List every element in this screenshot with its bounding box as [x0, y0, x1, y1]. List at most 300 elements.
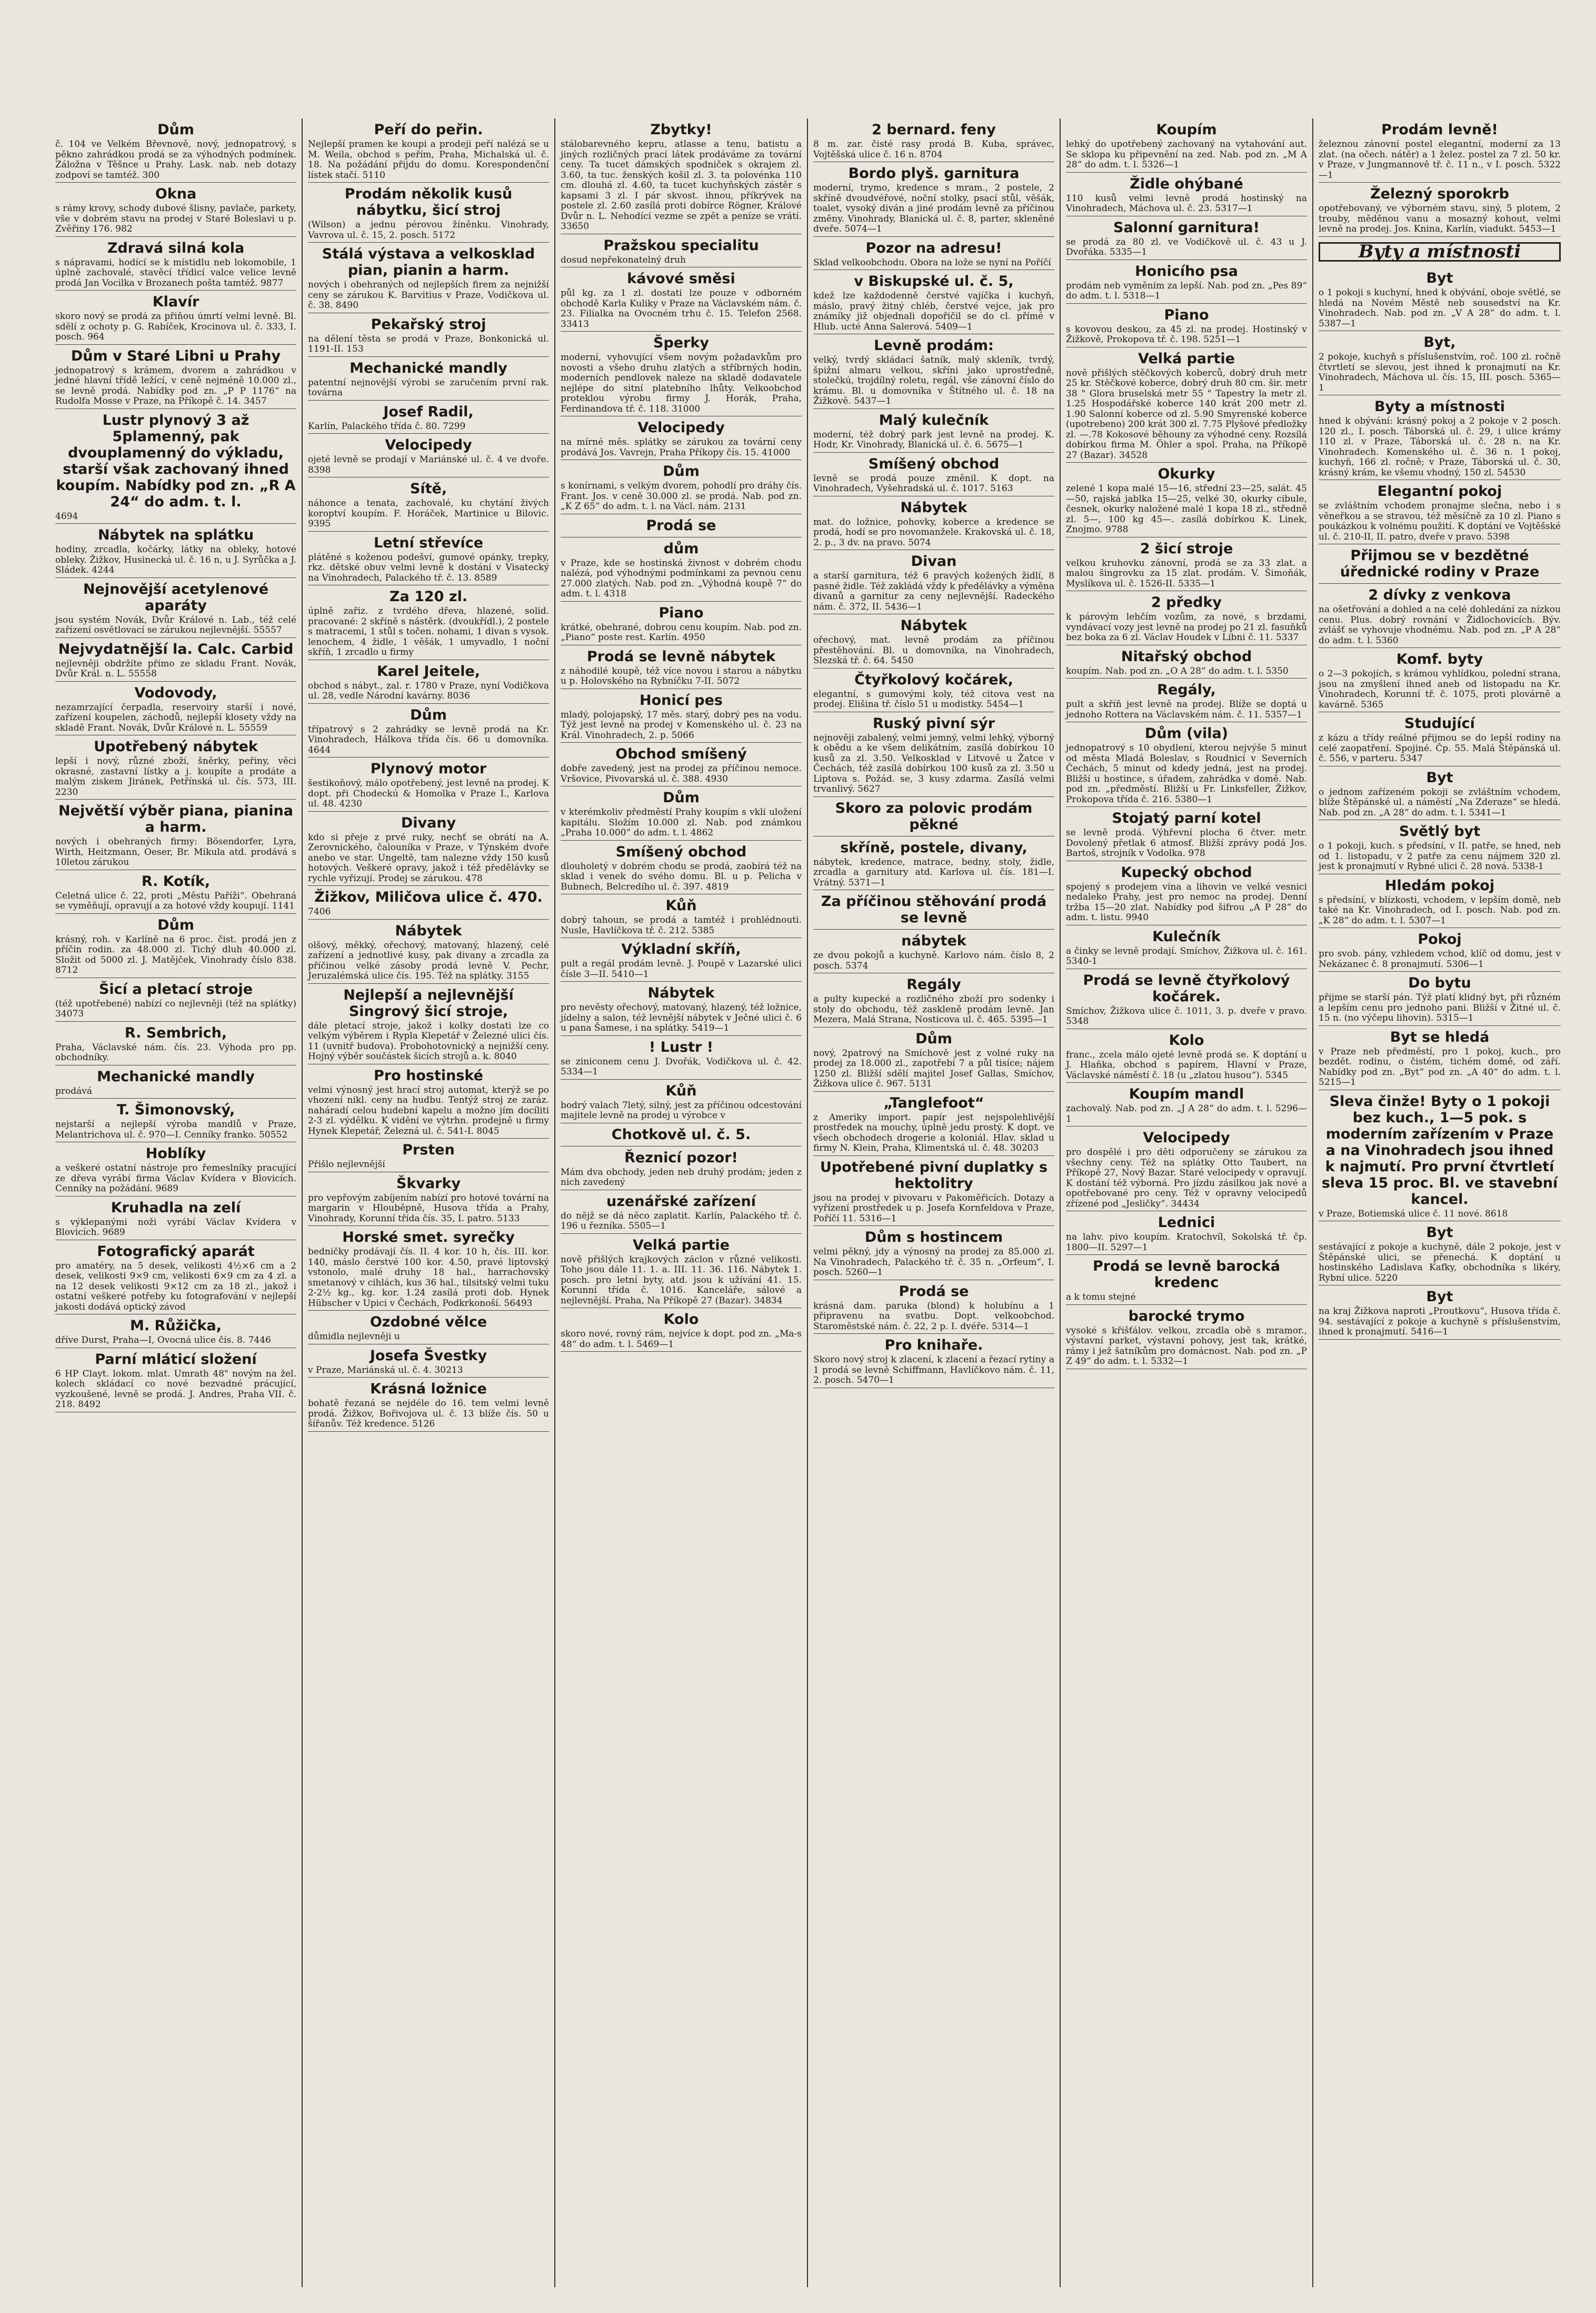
- ad-heading: Dům v Staré Libni u Prahy: [71, 347, 281, 364]
- ad-body: [561, 1057, 802, 1078]
- ad-body: [55, 366, 296, 407]
- classified-ad: [308, 812, 549, 886]
- column-2: [303, 118, 555, 2287]
- classified-ad: [561, 938, 802, 982]
- ad-text: v Praze neb předměstí, pro 1 pokoj, kuch., pro bezdět. rodinu, o čistém, tichém domě, od září. Nabídky pod zn. „Byt“ pod zn. „A 40“ do adm. t. l. 5215—1: [1319, 1046, 1561, 1088]
- classified-ad: [308, 183, 549, 243]
- ad-text: velký, tvrdý skládací šatník, malý skleník, tvrdý, špižní almaru velkou, skříni jako uprostředně, stolečkú, trojdílný roletu, regál, vše zánovní číslo do krámu. Bl. u domovníka v Štítného ul. č. 18 na Žižkově. 5437—1: [813, 355, 1054, 406]
- ad-body: [813, 690, 1054, 710]
- classified-ad: [1319, 480, 1561, 544]
- ad-body: [1319, 139, 1561, 181]
- ad-heading: Karel Jeitele,: [376, 663, 481, 680]
- ad-text: a k tomu stejné: [1066, 1292, 1136, 1302]
- ad-heading: Prodá se levně barocká kredenc: [1092, 1258, 1281, 1291]
- classified-ad: [1066, 537, 1307, 592]
- ad-heading: Žižkov, Miličova ulice č. 470.: [314, 889, 543, 905]
- ad-heading: Elegantní pokoj: [1377, 483, 1502, 500]
- ad-heading: Honicí pes: [640, 692, 723, 709]
- ad-text: Nejlepší pramen ke koupi a prodeji peří nalézá se u M. Weila, obchod s peřím, Praha, Michalská ul. č. 18. Na požádání přijdu do domu. Korespondenční lístek stačí. 5110: [308, 139, 549, 181]
- classified-ad: [813, 614, 1054, 669]
- ad-heading: Koupím mandl: [1129, 1086, 1244, 1102]
- classified-ad: [308, 660, 549, 704]
- classified-ad: [813, 237, 1054, 271]
- ad-text: ořechový, mat. levně prodám za příčinou přestěhování. Bl. u domovníka, na Vinohradech, Slezská tř. č. 64. 5450: [813, 635, 1054, 666]
- classified-ad: [1319, 712, 1561, 766]
- ad-heading: Nejlepší a nejlevnější Singrový šicí stroje,: [343, 986, 514, 1020]
- ad-body: [1066, 1148, 1307, 1209]
- ad-body: [561, 710, 802, 741]
- classified-ad: [308, 704, 549, 758]
- classified-ad: [55, 682, 296, 736]
- classified-ad: [813, 890, 1054, 930]
- ad-text: úplně zařiz. z tvrdého dřeva, hlazené, solid. pracované: 2 skříně s nástěrk. (dvoukřídl.), 2 postele s matracemi, 1 stůl s točen. nohami, 1 divan s vysok. lenochem, 4 židle, 1 věšák, 1 umyvadlo, 1 noční skříň, 1 zrcadlo u firmy: [308, 606, 549, 657]
- ad-heading: Kůň: [665, 898, 697, 914]
- ad-body: [561, 764, 802, 784]
- column-5: [1061, 118, 1313, 2287]
- ad-text: na lahv. pivo koupím. Kratochvíl, Sokolská tř. čp. 1800—II. 5297—1: [1066, 1232, 1307, 1253]
- ad-heading: Regály: [906, 976, 961, 993]
- ad-text: stálobarevného kepru, atlasse a tenu, batistu a jiných rozličných prací látek prodáváme za tovární ceny. Ta tucet dámských spodniček s okrajem zl. 3.60, ta tuc. ženských košil zl. 3. ta polovénka 110 cm. dlouhá zl. 4.60, ta tucet kuchyňských zástěr s kapsami 3 zl. I pár skvost. ihnou, příkrývek na postele zl. 2.60 zasílá proti dobírce Rögner, Králové Dvůr n. L. Nehodící vezme se zpět a peníze se vrátí. 33650: [561, 139, 802, 232]
- classified-ad: [55, 1197, 296, 1240]
- classified-ad: [308, 1344, 549, 1378]
- classified-ad: [1319, 1221, 1561, 1285]
- ad-text: nejnověji zabalený, velmi jemný, velmi lehký, výborný k obědu a ke všem delikátním, zasílá dobírkou 10 kusů za zl. 3.50. Velkosklad v Litvově u Žatce v Čechách, též zasílá dobírkou 100 kusů za zl. 3.50 u Liptova s. Požád. se, 3 kusy zdarma. Zasílá velmi trvanlivý. 5627: [813, 732, 1054, 794]
- ad-body: [1319, 352, 1561, 393]
- ad-body: [308, 1247, 549, 1309]
- ad-text: z Ameriky import. papír jest nejspolehlivější prostředek na mouchy, úplně jedu prostý. K dopt. ve všech obchodech drogerie a koloniál. Hlav. sklad u firmy N. Klein, Praha, Klimentská ul. č. 48. 30203: [813, 1112, 1054, 1153]
- classified-ad: [1319, 118, 1561, 183]
- ad-heading: skříně, postele, divany,: [840, 839, 1028, 856]
- ad-body: [561, 623, 802, 643]
- ad-body: [1319, 288, 1561, 329]
- ad-text: Smíchov, Žižkova ulice č. 1011, 3. p. dveře v pravo. 5348: [1066, 1005, 1307, 1026]
- ad-body: [1319, 1047, 1561, 1088]
- ad-heading: Kulečník: [1152, 928, 1221, 945]
- classified-ad: [561, 118, 802, 234]
- ad-body: [308, 941, 549, 982]
- ad-body: [813, 139, 1054, 160]
- ad-text: dlouholetý v dobrém chodu se prodá, zaobírá též na sklad i venek do svého domu. Bl. u p. Pelicha v Bubnech, Belcredího ul. č. 397. 4819: [561, 861, 802, 892]
- ad-heading: Přijmou se v bezdětné úřednické rodiny v Praze: [1340, 547, 1540, 580]
- ad-body: [561, 1329, 802, 1350]
- classified-ad: [813, 409, 1054, 453]
- ad-body: [1066, 325, 1307, 345]
- ad-heading: Lustr plynový 3 až 5plamenný, pak dvouplamenný do výkladu, starší však zachovaný ihned koupím. Nabídky pod zn. „R A 24“ do adm. t. l.: [56, 412, 296, 510]
- ad-heading: Honicího psa: [1135, 263, 1238, 280]
- ad-body: [813, 1113, 1054, 1154]
- ad-text: a veškeré ostatní nástroje pro řemeslníky pracující ze dřeva vyrábí firma Václav Kvídera v Blovicích. Cenníky na požádání. 9689: [55, 1163, 296, 1194]
- classified-ad: [308, 886, 549, 920]
- classified-ad: [1066, 645, 1307, 679]
- ad-text: se ziniconem cenu J. Dvořák, Vodičkova ul. č. 42. 5334—1: [561, 1056, 802, 1077]
- ad-body: [308, 1160, 549, 1170]
- ad-text: spojený s prodejem vína a lihovin ve velké vesnici nedaleko Prahy, jest pro nemoc na prodej. Denní tržba 15—20 zlat. Nabídky pod šifrou „A P 28“ do adm. t. listu. 9940: [1066, 881, 1307, 923]
- classified-ad: [55, 578, 296, 638]
- ad-heading: Dům: [157, 916, 194, 933]
- ad-text: důmidla nejlevněji u: [308, 1331, 400, 1342]
- ad-heading: Nábytek: [647, 985, 715, 1001]
- ad-heading: Pokoj: [1418, 931, 1462, 948]
- ad-text: v Praze, Mariánská ul. č. 4. 30213: [308, 1364, 463, 1375]
- ad-text: ojeté levně se prodají v Mariánské ul. č. 4 ve dvoře. 8398: [308, 454, 549, 475]
- ad-text: bedničky prodávají čís. II. 4 kor. 10 h, čís. III. kor. 140, máslo čerstvé 100 kor. 4.50, pravé liptovský vstonolo, malé druhy 18 hal., harrachovský smetanový v cihlách, kus 36 hal., tilsitský velmi tuku 2-2½ kg., kg. kor. 1.24 zasílá proti dob. Hynek Hübscher v Upici v Čechách, Podkrkonoší. 56493: [308, 1247, 549, 1309]
- ad-text: 8 m. zar. čisté rasy prodá B. Kuba, správec, Vojtěšská ulice č. 16 n. 8704: [813, 139, 1054, 160]
- ad-heading: Pro hostinské: [374, 1067, 483, 1084]
- ad-heading: Nábytek na splátku: [97, 527, 254, 543]
- ad-text: k párovým lehčím vozům, za nové, s brzdami, vyndávací vozy jest levně na prodej po 21 zl. fasuňků bez boka za 6 zl. Václav Houdek v Libni č. 11. 5337: [1066, 612, 1307, 643]
- ad-heading: Nábytek: [900, 617, 967, 634]
- ad-body: [1319, 841, 1561, 872]
- ad-heading: Prodá se: [646, 517, 716, 534]
- ad-heading: Komf. byty: [1396, 651, 1483, 667]
- ad-text: a činky se levně prodají. Smíchov, Žižkova ul. č. 161. 5340-1: [1066, 945, 1307, 966]
- ad-text: nových i obehraných od nejlepších firem za nejnižší ceny se zárukou K. Barvitius v Praze, Vodičkova ul. č. 38. 8490: [308, 280, 549, 311]
- ad-body: [55, 1218, 296, 1238]
- ad-text: bodrý valach 7letý, silný, jest za příčinou odcestování majitele levně na prodej u výrobce v: [561, 1100, 802, 1121]
- ad-heading: Malý kulečník: [879, 412, 989, 428]
- classified-ad: [561, 514, 802, 537]
- column-6: [1313, 118, 1566, 2287]
- ad-heading: Nábytek: [900, 499, 967, 516]
- classified-ad: [308, 1378, 549, 1432]
- ad-heading: Byty a místnosti: [1374, 398, 1505, 415]
- classified-ad: [561, 332, 802, 416]
- classified-ad: [1319, 1090, 1561, 1222]
- classified-ad: [561, 1308, 802, 1352]
- ad-text: jednopatrový s 10 obydlení, kterou nejvýše 5 minut od města Mladá Boleslav, s Roudnicí v Severních Čechách, 5 minut od kdedy jedná, jest na prodej. Bližší u hostince, s úřadem, zahrádka v domě. Nab. pod zn. „předměstí. Bližší u Fr. Linksfeller, Žižkov, Prokopova třída č. 216. 5380—1: [1066, 743, 1307, 805]
- ad-body: [1066, 666, 1307, 677]
- ad-text: Přišlo nejlevnější: [308, 1159, 385, 1170]
- ad-text: moderní, též dobrý park jest levně na prodej. K. Hodr, Kr. Vinohrady, Blanická ul. č. 6. 5675—1: [813, 429, 1054, 450]
- ad-body: [308, 553, 549, 584]
- ad-heading: Byt: [1426, 270, 1453, 286]
- ad-text: Mám dva obchody, jeden neb druhý prodám; jeden z nich zavedený: [561, 1167, 802, 1188]
- ad-text: železnou zánovní postel elegantní, moderní za 13 zlat. (na očech. nátěr) a 1 želez. postel za 7 zl. 50 kr. v Praze, v Jungmannově tř. č. 11 n., v I. posch. 5322—1: [1319, 139, 1561, 181]
- ad-heading: „Tanglefoot“: [883, 1094, 984, 1111]
- ad-body: [1319, 1307, 1561, 1338]
- ad-text: pult a skříň jest levně na prodej. Blíže se doptá u jednoho Rottera na Václavském nám. č. 11. 5357—1: [1066, 699, 1307, 720]
- ad-body: [55, 1163, 296, 1194]
- ad-text: dále pletací stroje, jakož i kolky dostati lze co velkým výběrem i Rypla Klepetář v Železné ulici čís. 11 (uvnitř budova). Probohotovnický a nejnižší ceny. Hojný výběr součástek šicích strojů a. k. 8040: [308, 1020, 549, 1062]
- ad-body: [55, 512, 296, 522]
- classified-ad: [1066, 173, 1307, 216]
- classified-ad: [1066, 969, 1307, 1029]
- classified-ad: [561, 786, 802, 841]
- ad-body: [55, 1335, 296, 1346]
- ad-text: se levně prodá. Výhřevní plocha 6 čtver. metr. Dovolený přetlak 6 atmosf. Bližší zprávy podá Jos. Bartoš, strojník v Vodolka. 978: [1066, 828, 1307, 859]
- ad-body: [55, 703, 296, 734]
- ad-body: [561, 666, 802, 687]
- ad-text: levně se prodá pouze změnil. K dopt. na Vinohradech, Vyšehradská ul. č. 1017. 5163: [813, 473, 1054, 494]
- ad-heading: Prodám levně!: [1381, 122, 1498, 138]
- ad-text: s předsíní, v blízkosti, vchodem, v lepším domě, neb také na Kr. Vinohradech, od I. posch. Nab. pod zn. „K 28“ do adm. t. l. 5307—1: [1319, 894, 1561, 926]
- classified-ad: [308, 243, 549, 313]
- classified-ad: [55, 978, 296, 1022]
- ad-heading: Mechanické mandly: [97, 1068, 255, 1085]
- ad-body: [813, 1247, 1054, 1278]
- classified-ad: [561, 416, 802, 460]
- ad-text: bohatě řezaná se nejdéle do 16. tem velmi levně prodá. Žižkov, Bořivojova ul. č. 13 blíže čís. 50 u šířanův. Též kredence. 5126: [308, 1398, 549, 1429]
- ad-heading: Kolo: [1169, 1032, 1204, 1049]
- classified-ad: [561, 1146, 802, 1190]
- ad-body: [813, 1355, 1054, 1386]
- ad-heading: R. Sembrich,: [124, 1024, 227, 1041]
- ad-body: [1319, 1242, 1561, 1283]
- ad-heading: Kolo: [663, 1311, 699, 1328]
- classified-ad: [308, 313, 549, 357]
- classified-ad: [308, 1139, 549, 1172]
- ad-heading: Regály,: [1157, 682, 1216, 698]
- ad-text: Celetná ulice č. 22, proti „Městu Paříži“. Obehraná se vyměňují, opravují a za hotové vždy koupují. 1141: [55, 890, 296, 911]
- ad-text: na kraj Žižkova naproti „Proutkovu“, Husova třída č. 94. sestávající z pokoje a kuchyně s příslušenstvím, ihned k pronajmutí. 5416—1: [1319, 1306, 1561, 1337]
- ad-heading: M. Růžička,: [130, 1318, 222, 1334]
- ad-heading: Velocipedy: [385, 437, 472, 453]
- ad-heading: Byt: [1426, 769, 1453, 786]
- classified-ad: [1066, 347, 1307, 463]
- classified-ad: [55, 914, 296, 978]
- ad-body: [55, 258, 296, 289]
- ad-text: do nějž se dá něco zaplatit. Karlín, Palackého tř. č. 196 u řezníka. 5505—1: [561, 1210, 802, 1231]
- ad-body: [1066, 1232, 1307, 1253]
- ad-body: [813, 994, 1054, 1025]
- classified-ad: [561, 602, 802, 645]
- ad-text: s rámy krovy, schody dubové šlisny, pavlače, parkety, vše v dobrém stavu na prodej v Staré Boleslavi u p. Zvěřiny 176. 982: [55, 203, 296, 234]
- ad-heading: Šicí a pletací stroje: [98, 981, 253, 998]
- ad-body: [1319, 787, 1561, 819]
- classified-ad: [55, 345, 296, 409]
- ad-heading: Sítě,: [410, 481, 447, 497]
- ad-body: [1066, 700, 1307, 720]
- classified-ad: [1319, 183, 1561, 237]
- ad-heading: Dům: [663, 790, 700, 806]
- ad-text: skoro nové, rovný rám, nejvíce k dopt. pod zn. „Ma-s 48“ do adm. t. l. 5469—1: [561, 1329, 802, 1350]
- ad-heading: kávové směsi: [627, 271, 735, 287]
- ad-text: a pulty kupecké a rozličného zboží pro sodenky i stoly do obchodu, též zaskleně prodám levně. Jan Mezera, Malá Strana, Nosticova ul. č. 465. 5395—1: [813, 994, 1054, 1025]
- ad-text: na ošetřování a dohled a na celé dohledání za nízkou cenu. Plus. dobrý rovnání v Židlochovicích. Býv. zvlášť se vyhovuje vhodnému. Nab. pod zn. „P A 28“ do adm. t. l. 5360: [1319, 604, 1561, 646]
- ad-text: nových i obehraných firmy: Bösendorfer, Lyra, Wirth, Heitzmann, Oeser, Br. Mikula atd. prodává s 10letou zárukou: [55, 836, 296, 868]
- ad-body: [813, 1301, 1054, 1332]
- classified-ad: [813, 973, 1054, 1028]
- ad-text: 4694: [55, 511, 78, 522]
- ad-text: hned k obývání: krásný pokoj a 2 pokoje v 2 posch. 120 zl., I. posch. Táborská ul. č. 29, i ulice krámy 110 zl. v Praze, Táborská ul. č. 28 n. na Kr. Vinohradech. Komenského ul. č. 36 n. 1 pokoj, kuchyň, 166 zl. ročně; v Praze, Táborská ul. č. 30, krásný krám, ke všemu vhodný, 150 zl. 54530: [1319, 416, 1561, 478]
- ad-text: krásná dam. paruka (blond) k holubínu a 1 připravenu na svatbu. Dopt. velkoobchod. Staroměstské nám. č. 22, 2 p. I. dvéře. 5314—1: [813, 1300, 1054, 1332]
- ad-text: velmi pěkný, jdy a výnosný na prodej za 85.000 zl. Na Vinohradech, Palackého tř. č. 35 n. „Orfeum“, I. posch. 5260—1: [813, 1247, 1054, 1278]
- ad-text: Karlín, Palackého třída č. 80. 7299: [308, 421, 466, 432]
- ad-text: s konírnami, s velkým dvorem, pohodlí pro dráhy čís. Frant. Jos. v ceně 30.000 zl. se prodá. Nab. pod zn. „K Z 65“ do adm. t. l. na Václ. nám. 2131: [561, 481, 802, 512]
- ad-body: [561, 1255, 802, 1307]
- classified-ad: [1319, 648, 1561, 712]
- ad-heading: Chotkově ul. č. 5.: [611, 1126, 751, 1143]
- ad-heading: Upotřebený nábytek: [94, 739, 258, 755]
- classified-ad: [55, 291, 296, 345]
- classified-ad: [561, 1234, 802, 1309]
- classified-ad: [561, 267, 802, 332]
- classified-ad: [561, 1190, 802, 1234]
- ad-body: [308, 1365, 549, 1376]
- classified-ad: [813, 712, 1054, 797]
- ad-text: o 2—3 pokojích, s krámou vyhlídkou, polední strana, jsou na zmyšlení ihned aneb od listopadu na Kr. Vinohradech, Korunní tř. č. 1075, proti plovárně a kavárně. 5365: [1319, 669, 1561, 710]
- ad-text: jsou systém Novák, Dvůr Králové n. Lab., též celé zařízení osvětlovací se zárukou nejlevnější. 55557: [55, 614, 296, 635]
- ad-heading: Smíšený obchod: [868, 455, 1000, 472]
- ad-heading: Ozdobné vělce: [370, 1314, 487, 1330]
- ad-heading: Josef Radil,: [383, 403, 474, 420]
- ad-heading: Sleva činže! Byty o 1 pokoji bez kuch., 1—5 pok. s moderním zařízením v Praze a na Vinohradech jsou ihned k najmutí. Pro první čtvrtletí sleva 15 proc. Bl. ve stavební kancel.: [1321, 1093, 1558, 1208]
- classified-ad: [55, 1314, 296, 1348]
- ad-body: [1066, 828, 1307, 859]
- ad-heading: Čtyřkolový kočárek,: [854, 671, 1013, 688]
- classified-ad: [1319, 267, 1561, 331]
- ad-heading: ! Lustr !: [649, 1039, 714, 1055]
- ad-heading: Velká partie: [1138, 350, 1235, 367]
- classified-ad: [308, 984, 549, 1064]
- ad-text: pro svob. pány, vzhledem vchod, klíč od domu, jest v Nekázanec č. 8 pronajmutí. 5306—1: [1319, 949, 1561, 970]
- classified-ad: [813, 797, 1054, 836]
- ad-text: 2 pokoje, kuchyň s příslušenstvím, roč. 100 zl. ročně čtvrtletí se slevou, jest ihned k pronajmutí na Kr. Vinohradech, Máchova ul. čís. 15, III. posch. 5365—1: [1319, 352, 1561, 393]
- ad-body: [308, 725, 549, 756]
- classified-ad: [561, 894, 802, 938]
- ad-heading: Šperky: [653, 335, 709, 351]
- ad-heading: Dům: [915, 1030, 952, 1047]
- classified-ad: [1319, 1026, 1561, 1090]
- ad-heading: Okna: [155, 186, 197, 202]
- ad-text: lehký do upotřebený zachovaný na vytahování aut. Se sklopa ku připevnění na zed. Nab. pod zn. „M A 28“ do adm. t. l. 5326—1: [1066, 139, 1307, 170]
- ad-heading: Krásná ložnice: [370, 1381, 487, 1397]
- ad-text: z kázu a třídy reálné přijmou se do lepší rodiny na celé zaopatření. Spojiné. Čp. 55. Malá Štěpánská ul. č. 556, v parteru. 5347: [1319, 733, 1561, 764]
- classified-ad: [561, 982, 802, 1036]
- ad-body: [1319, 501, 1561, 542]
- ad-body: [1319, 605, 1561, 646]
- ad-text: o 1 pokoji s kuchyní, hned k obývání, oboje světlé, se hledá na Novém Městě neb sousedství na Kr. Vinohradech. Nab. pod zn. „V A 28“ do adm. t. l. 5387—1: [1319, 287, 1561, 329]
- ad-heading: Vodovody,: [134, 684, 217, 701]
- ad-heading: Prodá se levně čtyřkolový kočárek.: [1083, 972, 1290, 1005]
- ad-body: [55, 1043, 296, 1063]
- classified-ad: [1066, 1029, 1307, 1083]
- ad-heading: Skoro za polovic prodám pěkné: [835, 800, 1033, 833]
- classified-ad: [55, 409, 296, 524]
- classified-ad: [55, 870, 296, 914]
- classified-ad: [1066, 861, 1307, 925]
- classified-ad: [1066, 304, 1307, 347]
- classified-ad: [55, 638, 296, 682]
- ad-text: dosud nepřekonatelný druh: [561, 254, 686, 265]
- ad-heading: barocké trymo: [1128, 1308, 1245, 1324]
- ad-heading: Letní střevíce: [373, 534, 484, 551]
- ad-heading: Velocipedy: [1143, 1130, 1230, 1146]
- ad-body: [1319, 949, 1561, 970]
- ad-body: [55, 756, 296, 797]
- ad-body: [813, 258, 1054, 268]
- ad-body: [55, 312, 296, 343]
- ad-heading: Divany: [401, 814, 456, 831]
- ad-heading: Upotřebené pivní duplatky s hektolitry: [820, 1159, 1048, 1192]
- classified-ad: [1319, 544, 1561, 584]
- classified-ad: [308, 357, 549, 401]
- ad-heading: Za příčinou stěhování prodá se levně: [821, 893, 1047, 926]
- ad-heading: nábytek: [901, 933, 966, 949]
- classified-ad: [1066, 118, 1307, 173]
- ad-body: [308, 139, 549, 181]
- ad-text: v Praze, kde se hostinská živnost v dobrém chodu nalézá, pod výhodnými podmínkami za pevnou cenu 27.000 zlatých. Nab. pod zn. „Výhodná koupě 7“ do adm. t. l. 4318: [561, 557, 802, 599]
- ad-heading: Velocipedy: [637, 420, 725, 436]
- ad-text: se zvláštním vchodem pronajme slečna, nebo i s věneřkou a se stravou, též měsíčně za 10 zl. Piano s poukázkou k volnému použití. K doptání ve Vojtěšské ul. č. 210-II, II. patro, dveře v pravo. 5398: [1319, 501, 1561, 542]
- ad-text: přijme se starší pán. Týž platí klidný byt, při různém a lepším cenu pro jednoho pani. Bližší v Žitné ul. č. 15 n. (no výčepu lihovin). 5315—1: [1319, 992, 1561, 1023]
- ad-heading: Zbytky!: [650, 122, 712, 138]
- ad-text: nejstarší a nejlepší výroba mandlů v Praze, Melantrichova ul. č. 970—I. Cenníky franko. 50552: [55, 1119, 296, 1140]
- classified-ad: [1066, 1083, 1307, 1126]
- ad-text: kdo si přeje z prvé ruky, nechť se obrátí na A. Zerovnického, čalouníka v Praze, v Týnském dvoře anebo ve star. Ungeltě, tam nalezne vždy 150 kusů hotových. Veškeré opravy, jakož i též předělávky se rychle vyřizují. Prodej se zárukou. 478: [308, 832, 549, 884]
- ad-body: [55, 1120, 296, 1140]
- column-4: [808, 118, 1061, 2287]
- ad-body: [308, 499, 549, 530]
- ad-heading: Nitařský obchod: [1121, 648, 1252, 665]
- ad-text: pro dospělé i pro děti odporučeny se zárukou za všechny ceny. Též na splátky Otto Taubert, na Příkopě 27, Nový Bazar. Staré velocipedy v opravují. K dostání též výborná. Pro jízdu zásilkou jak nové a opotřebované pro ceny. Též v opravny velocipedů zřízené pod „Jesličky“. 34434: [1066, 1147, 1307, 1209]
- newspaper-page: [50, 118, 1566, 2287]
- classified-ad: [55, 1240, 296, 1315]
- ad-body: [55, 999, 296, 1020]
- ad-body: [308, 1193, 549, 1224]
- ad-body: [55, 1086, 296, 1097]
- ad-heading: Piano: [659, 604, 704, 621]
- ad-text: náhonce a tenata, zachovalé, ku chytání živých koroptví koupím. F. Horáček, Martinice u Bilovic. 9395: [308, 498, 549, 529]
- ad-body: [308, 378, 549, 398]
- classified-ad: [561, 234, 802, 268]
- classified-ad: [55, 735, 296, 800]
- ad-heading: Byt: [1426, 1289, 1453, 1305]
- ad-text: koupím. Nab. pod zn. „O A 28“ do adm. t. l. 5350: [1066, 665, 1289, 676]
- ad-heading: Horské smet. syrečky: [342, 1229, 515, 1245]
- ad-body: [561, 288, 802, 330]
- ad-heading: Byt,: [1423, 334, 1456, 351]
- classified-ad: [561, 743, 802, 786]
- ad-text: nábytek, kredence, matrace, bedny, stoly, židle, zrcadla a garnitury atd. Karlova ul. čís. 181—I. Vrátný. 5371—1: [813, 856, 1054, 888]
- ad-body: [308, 422, 549, 432]
- ad-text: s kovovou deskou, za 45 zl. na prodej. Hostinský v Žižkově, Prokopova tř. č. 198. 5251—1: [1066, 324, 1307, 345]
- ad-heading: Prodám několik kusů nábytku, šicí stroj: [344, 186, 513, 218]
- ad-text: s nápravami, hodící se k místidlu neb lokomobile, 1 úplně zachovalé, stavěcí třídicí valce velice levně prodá Jan Vocilka v Brozanech pošta tamtéž. 9877: [55, 257, 296, 288]
- ad-body: [1066, 743, 1307, 805]
- ad-heading: Piano: [1164, 306, 1209, 323]
- ad-text: pro amatéry, na 5 desek, velikosti 4½×6 cm a 2 desek, velikosti 9×9 cm, velikosti 6×9 cm za 4 zl. a na 12 desek velikosti 9×12 cm za 18 zl., jakož i ostatní veškeré potřeby ku fotografování v nejlepší jakosti dodává optický závod: [55, 1260, 296, 1312]
- ad-body: [308, 1085, 549, 1137]
- classified-ad: [813, 118, 1054, 162]
- ad-text: jsou na prodej v pivovaru v Pakoměřicích. Dotazy a vyřízení prostředek u p. Josefa Kornfeldova v Praze, Poříčí 11. 5316—1: [813, 1192, 1054, 1224]
- ad-heading: Stojatý parní kotel: [1112, 810, 1261, 826]
- ad-body: [1066, 368, 1307, 461]
- classified-ad: [561, 645, 802, 689]
- ad-body: [55, 659, 296, 680]
- ad-heading: Světlý byt: [1399, 823, 1481, 840]
- classified-ad: [308, 401, 549, 434]
- ad-text: o 1 pokoji, kuch. s předsíní, v II. patře, se hned, neb od 1. listopadu, v 2 patře za cenu nájmem 320 zl. jest k pronajmutí v Rybné ulici č. 28 nová. 5338-1: [1319, 841, 1561, 872]
- ad-text: velkou kruhovku zánovní, prodá se za 33 zlat. a malou šingrovku za 15 zlat. prodám. V. Šimoňák, Myslíkova ul. č. 1526-II. 5335—1: [1066, 557, 1307, 589]
- ad-body: [55, 139, 296, 181]
- ad-body: [55, 1369, 296, 1410]
- ad-text: dobrý tahoun, se prodá a tamtéž i prohlédnouti. Nusle, Havlíčkova tř. č. 212. 5385: [561, 915, 802, 936]
- ad-body: [561, 559, 802, 600]
- ad-text: na dělení těsta se prodá v Praze, Bonkonická ul. 1191-II. 153: [308, 333, 549, 354]
- ad-heading: Hledám pokoj: [1384, 877, 1495, 894]
- ad-text: zelené 1 kopa malé 15—16, střední 23—25, salát. 45—50, rajská jablka 15—25, velké 30, okurky cibule, česnek, okurky naložené malé 1 kopa 18 zl., středně zl. 5—, 100 kg 45—. zasílá dobírkou K. Linek, Znojmo. 9788: [1066, 483, 1307, 535]
- ad-body: [813, 733, 1054, 795]
- ad-text: krátké, obehrané, dobrou cenu koupím. Nab. pod zn. „Piano“ poste rest. Karlín. 4950: [561, 622, 802, 643]
- classified-ad: [813, 1028, 1054, 1092]
- classified-ad: [561, 841, 802, 895]
- ad-heading: Řeznicí pozor!: [624, 1149, 738, 1166]
- ad-body: [813, 355, 1054, 407]
- ad-heading: Dům (vila): [1144, 725, 1229, 742]
- ad-body: [308, 1399, 549, 1430]
- ad-text: nově přišlých stěčkových koberců, dobrý druh metr 25 kr. Stěčkové koberce, dobrý druh 80 cm. šir. metr 38 " Glora bruselská metr 55 " Tapestry la metr zl. 1.25 Hospodářské koberce 140 krát 200 metr zl. 1.90 Salonní koberce od zl. 5.90 Smyrenské koberce (upotrebeno) 200 krát 300 zl. 7.75 Plyšové předložky zl. —.78 Kokosové běhouny za výhodné ceny. Rozsílá dobírkou firma M. Öhler a spol. Praha, na Příkopě 27 (Bazar). 34528: [1066, 367, 1307, 461]
